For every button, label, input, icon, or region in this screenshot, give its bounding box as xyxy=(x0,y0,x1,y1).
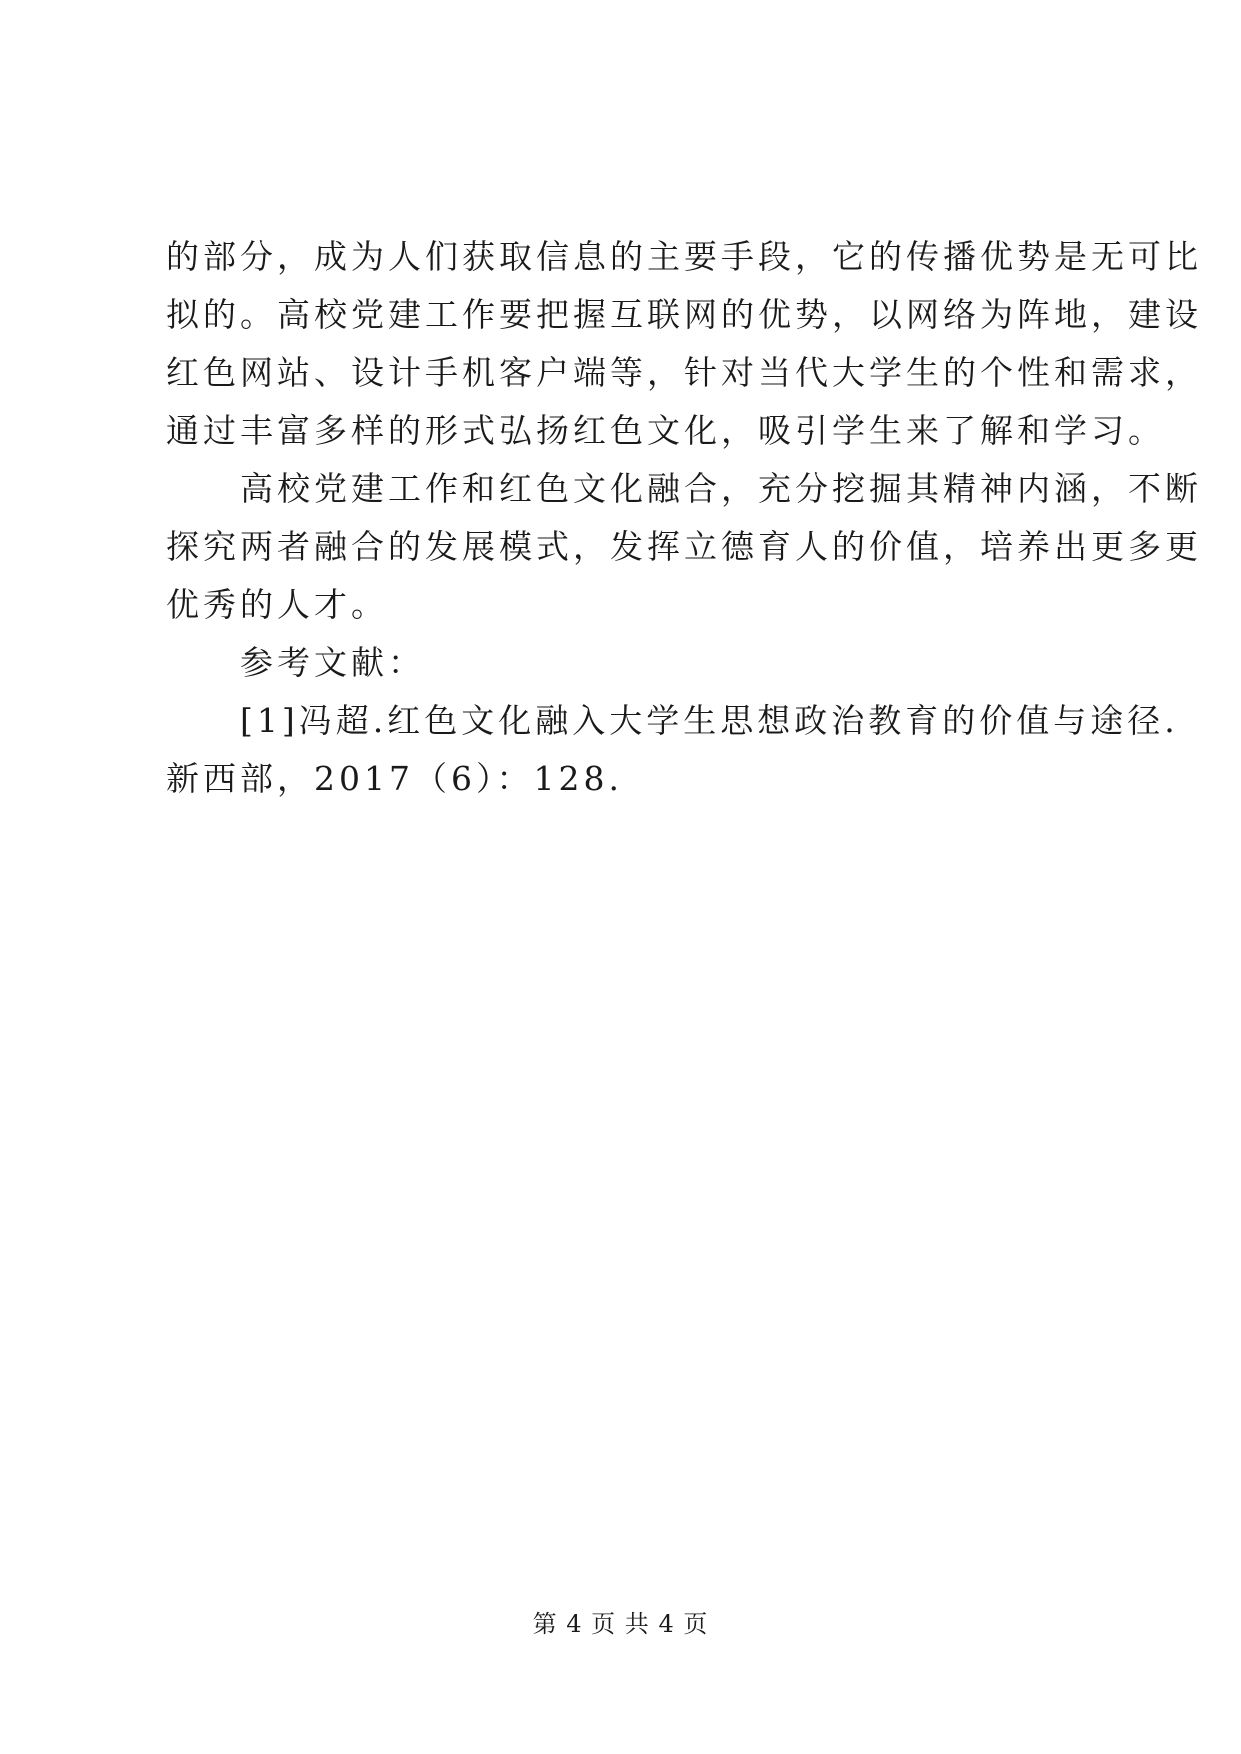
reference-item-continued: 新西部，2017（6）：128. xyxy=(166,759,623,798)
text-line: 红色网站、设计手机客户端等，针对当代大学生的个性和需求， xyxy=(166,353,1202,392)
text-line: 通过丰富多样的形式弘扬红色文化，吸引学生来了解和学习。 xyxy=(166,411,1165,450)
reference-item: [1]冯超.红色文化融入大学生思想政治教育的价值与途径. xyxy=(166,701,1179,740)
body-text xyxy=(166,228,1202,808)
text-line: 拟的。高校党建工作要把握互联网的优势，以网络为阵地，建设 xyxy=(166,295,1202,334)
text-line: 探究两者融合的发展模式，发挥立德育人的价值，培养出更多更 xyxy=(166,527,1202,566)
references-heading: 参考文献： xyxy=(166,643,425,682)
text-line: 的部分，成为人们获取信息的主要手段，它的传播优势是无可比 xyxy=(166,237,1202,276)
page-footer: 第 4 页 共 4 页 xyxy=(532,1610,709,1638)
text-line: 优秀的人才。 xyxy=(166,585,388,624)
text-line: 高校党建工作和红色文化融合，充分挖掘其精神内涵，不断 xyxy=(166,469,1202,508)
